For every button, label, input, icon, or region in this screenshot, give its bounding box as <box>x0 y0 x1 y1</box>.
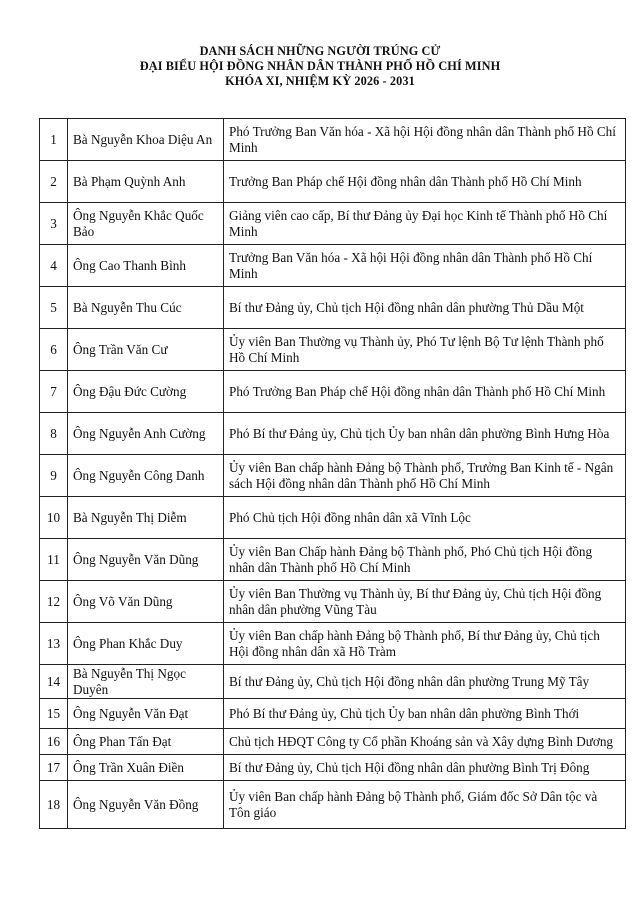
row-number: 14 <box>40 665 68 699</box>
row-number: 15 <box>40 699 68 729</box>
delegate-name: Ông Nguyễn Công Danh <box>68 455 224 497</box>
row-number: 18 <box>40 781 68 829</box>
delegate-name: Ông Nguyễn Anh Cường <box>68 413 224 455</box>
table-row <box>40 287 626 329</box>
delegate-position: Bí thư Đảng ủy, Chủ tịch Hội đồng nhân dân phường Thủ Dầu Một <box>224 287 626 329</box>
delegate-position: Phó Bí thư Đảng ủy, Chủ tịch Ủy ban nhân dân phường Bình Hưng Hòa <box>224 413 626 455</box>
table-row <box>40 455 626 497</box>
delegate-position: Phó Bí thư Đảng ủy, Chủ tịch Ủy ban nhân dân phường Bình Thới <box>224 699 626 729</box>
row-number: 13 <box>40 623 68 665</box>
row-number: 9 <box>40 455 68 497</box>
delegate-position: Phó Trưởng Ban Văn hóa - Xã hội Hội đồng nhân dân Thành phố Hồ Chí Minh <box>224 119 626 161</box>
table-row <box>40 203 626 245</box>
delegate-position: Phó Trưởng Ban Pháp chế Hội đồng nhân dân Thành phố Hồ Chí Minh <box>224 371 626 413</box>
table-row <box>40 161 626 203</box>
table-row <box>40 119 626 161</box>
delegate-name: Ông Võ Văn Dũng <box>68 581 224 623</box>
row-number: 7 <box>40 371 68 413</box>
delegate-position: Trưởng Ban Văn hóa - Xã hội Hội đồng nhân dân Thành phố Hồ Chí Minh <box>224 245 626 287</box>
delegate-position: Bí thư Đảng ủy, Chủ tịch Hội đồng nhân dân phường Trung Mỹ Tây <box>224 665 626 699</box>
table-row <box>40 665 626 699</box>
delegate-name: Ông Phan Khắc Duy <box>68 623 224 665</box>
table-row <box>40 755 626 781</box>
title-line-3: KHÓA XI, NHIỆM KỲ 2026 - 2031 <box>225 74 415 88</box>
delegate-name: Bà Nguyễn Khoa Diệu An <box>68 119 224 161</box>
delegate-name: Ông Nguyễn Văn Đạt <box>68 699 224 729</box>
delegate-name: Ông Trần Xuân Điền <box>68 755 224 781</box>
delegate-position: Phó Chủ tịch Hội đồng nhân dân xã Vĩnh Lộc <box>224 497 626 539</box>
row-number: 1 <box>40 119 68 161</box>
delegate-position: Ủy viên Ban Thường vụ Thành ủy, Bí thư Đảng ủy, Chủ tịch Hội đồng nhân dân phường Vũng Tàu <box>224 581 626 623</box>
delegate-name: Ông Phan Tấn Đạt <box>68 729 224 755</box>
row-number: 8 <box>40 413 68 455</box>
table-row <box>40 497 626 539</box>
table-row <box>40 623 626 665</box>
row-number: 16 <box>40 729 68 755</box>
row-number: 12 <box>40 581 68 623</box>
table-row <box>40 699 626 729</box>
table-row <box>40 581 626 623</box>
delegate-name: Ông Trần Văn Cư <box>68 329 224 371</box>
delegate-position: Giảng viên cao cấp, Bí thư Đảng ủy Đại học Kinh tế Thành phố Hồ Chí Minh <box>224 203 626 245</box>
table-row <box>40 729 626 755</box>
row-number: 3 <box>40 203 68 245</box>
delegate-position: Trưởng Ban Pháp chế Hội đồng nhân dân Thành phố Hồ Chí Minh <box>224 161 626 203</box>
row-number: 5 <box>40 287 68 329</box>
delegate-name: Ông Nguyễn Văn Dũng <box>68 539 224 581</box>
row-number: 10 <box>40 497 68 539</box>
title-line-2: ĐẠI BIỂU HỘI ĐỒNG NHÂN DÂN THÀNH PHỐ HỒ CHÍ MINH <box>139 59 501 73</box>
table-row <box>40 245 626 287</box>
row-number: 4 <box>40 245 68 287</box>
delegate-name: Bà Nguyễn Thị Ngọc Duyên <box>68 665 224 699</box>
document-title <box>0 44 640 89</box>
delegate-name: Bà Nguyễn Thu Cúc <box>68 287 224 329</box>
delegate-name: Bà Phạm Quỳnh Anh <box>68 161 224 203</box>
table-row <box>40 539 626 581</box>
delegate-table-body <box>40 119 626 829</box>
delegate-name: Bà Nguyễn Thị Diễm <box>68 497 224 539</box>
delegate-position: Ủy viên Ban chấp hành Đảng bộ Thành phố, Bí thư Đảng ủy, Chủ tịch Hội đồng nhân dân xã Hồ Tràm <box>224 623 626 665</box>
table-row <box>40 781 626 829</box>
table-row <box>40 329 626 371</box>
delegate-table <box>39 118 626 829</box>
delegate-position: Ủy viên Ban chấp hành Đảng bộ Thành phố, Giám đốc Sở Dân tộc và Tôn giáo <box>224 781 626 829</box>
delegate-position: Ủy viên Ban chấp hành Đảng bộ Thành phố, Trưởng Ban Kinh tế - Ngân sách Hội đồng nhân dân Thành phố Hồ Chí Minh <box>224 455 626 497</box>
delegate-position: Ủy viên Ban Thường vụ Thành ủy, Phó Tư lệnh Bộ Tư lệnh Thành phố Hồ Chí Minh <box>224 329 626 371</box>
delegate-name: Ông Đậu Đức Cường <box>68 371 224 413</box>
table-row <box>40 371 626 413</box>
delegate-position: Bí thư Đảng ủy, Chủ tịch Hội đồng nhân dân phường Bình Trị Đông <box>224 755 626 781</box>
row-number: 17 <box>40 755 68 781</box>
row-number: 11 <box>40 539 68 581</box>
delegate-position: Chủ tịch HĐQT Công ty Cổ phần Khoáng sản và Xây dựng Bình Dương <box>224 729 626 755</box>
delegate-position: Ủy viên Ban Chấp hành Đảng bộ Thành phố, Phó Chủ tịch Hội đồng nhân dân Thành phố Hồ Chí Minh <box>224 539 626 581</box>
title-line-1: DANH SÁCH NHỮNG NGƯỜI TRÚNG CỬ <box>199 44 441 58</box>
delegate-name: Ông Cao Thanh Bình <box>68 245 224 287</box>
row-number: 6 <box>40 329 68 371</box>
table-row <box>40 413 626 455</box>
delegate-name: Ông Nguyễn Văn Đồng <box>68 781 224 829</box>
row-number: 2 <box>40 161 68 203</box>
delegate-name: Ông Nguyễn Khắc Quốc Bảo <box>68 203 224 245</box>
